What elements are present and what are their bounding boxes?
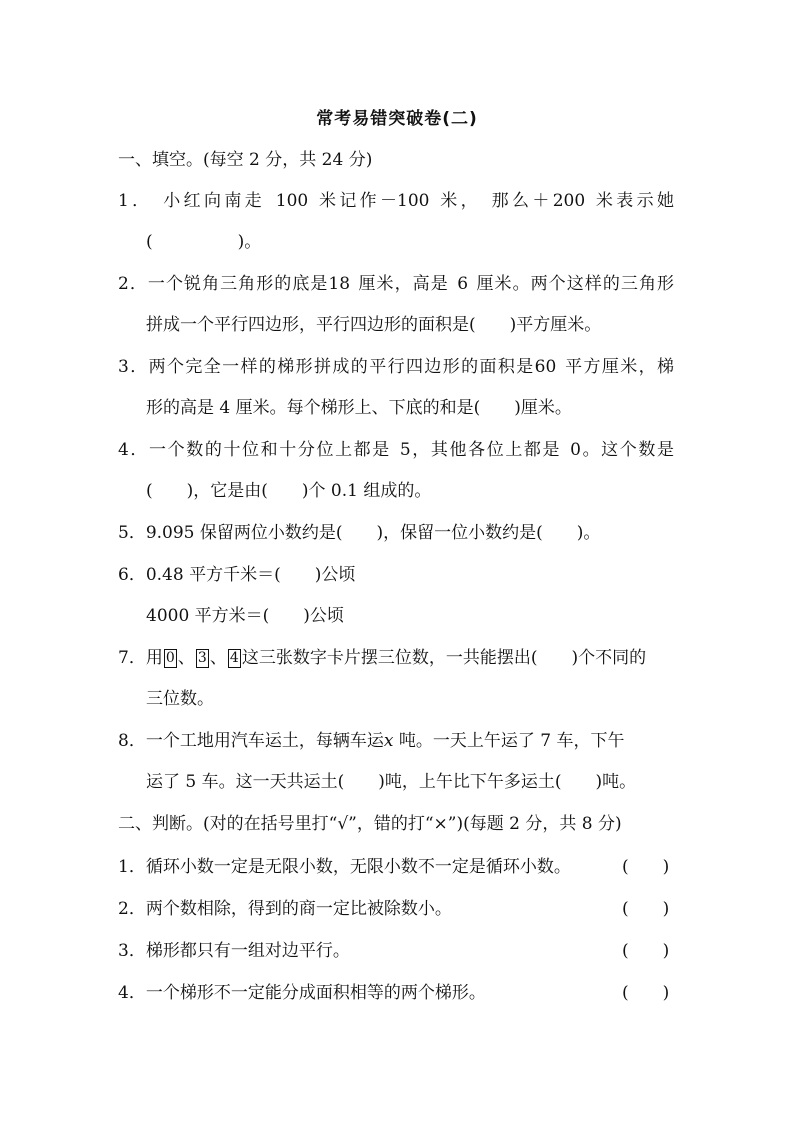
judge-item-4-text: 4．一个梯形不一定能分成面积相等的两个梯形。 (118, 983, 486, 1003)
q8-line1 (118, 729, 624, 753)
section1-heading: 一、填空。(每空 2 分，共 24 分) (118, 150, 373, 170)
q6-line2: 4000 平方米＝( )公顷 (146, 606, 344, 626)
judge-item-3-text: 3．梯形都只有一组对边平行。 (118, 941, 350, 961)
q4-line1: 4．一个数的十位和十分位上都是 5，其他各位上都是 0。这个数是 (118, 440, 674, 460)
q4-line2: ( )，它是由( )个 0.1 组成的。 (146, 481, 432, 501)
q7-sep2: 、 (209, 648, 227, 668)
page-title: 常考易错突破卷(二) (316, 109, 478, 129)
section2-heading: 二、判断。(对的在括号里打“√”，错的打“×”)(每题 2 分，共 8 分) (118, 814, 622, 834)
q7-line1 (118, 646, 646, 670)
judge-item-1-text: 1．循环小数一定是无限小数，无限小数不一定是循环小数。 (118, 857, 571, 877)
q8-variable: x (383, 731, 394, 751)
judge-item-2-answer: ( ) (622, 899, 670, 919)
judge-item-1-answer: ( ) (622, 857, 670, 877)
digit-card-3: 3 (196, 649, 209, 668)
q5-line1: 5．9.095 保留两位小数约是( )，保留一位小数约是( )。 (118, 523, 601, 543)
digit-card-4: 4 (228, 649, 241, 668)
q1-line1: 1． 小红向南走 100 米记作－100 米， 那么＋200 米表示她 (118, 191, 674, 211)
q2-line1: 2．一个锐角三角形的底是18 厘米，高是 6 厘米。两个这样的三角形 (118, 274, 674, 294)
q3-line2: 形的高是 4 厘米。每个梯形上、下底的和是( )厘米。 (146, 398, 572, 418)
judge-item-2-text: 2．两个数相除，得到的商一定比被除数小。 (118, 899, 452, 919)
q8-line2: 运了 5 车。这一天共运土( )吨，上午比下午多运土( )吨。 (146, 772, 637, 792)
digit-card-0: 0 (164, 649, 177, 668)
q3-line1: 3．两个完全一样的梯形拼成的平行四边形的面积是60 平方厘米，梯 (118, 357, 674, 377)
q7-sep1: 、 (177, 648, 195, 668)
q1-line2: ( )。 (146, 232, 262, 252)
q6-line1: 6．0.48 平方千米＝( )公顷 (118, 565, 356, 585)
q7-prefix: 7．用 (118, 648, 163, 668)
judge-item-3-answer: ( ) (622, 941, 670, 961)
q8-line1a: 8．一个工地用汽车运土，每辆车运 (118, 731, 384, 751)
q8-line1b: 吨。一天上午运了 7 车，下午 (393, 731, 625, 751)
q2-line2: 拼成一个平行四边形，平行四边形的面积是( )平方厘米。 (146, 315, 602, 335)
q7-suffix: 这三张数字卡片摆三位数，一共能摆出( )个不同的 (241, 648, 647, 668)
q7-line2: 三位数。 (146, 689, 214, 709)
judge-item-4-answer: ( ) (622, 983, 670, 1003)
